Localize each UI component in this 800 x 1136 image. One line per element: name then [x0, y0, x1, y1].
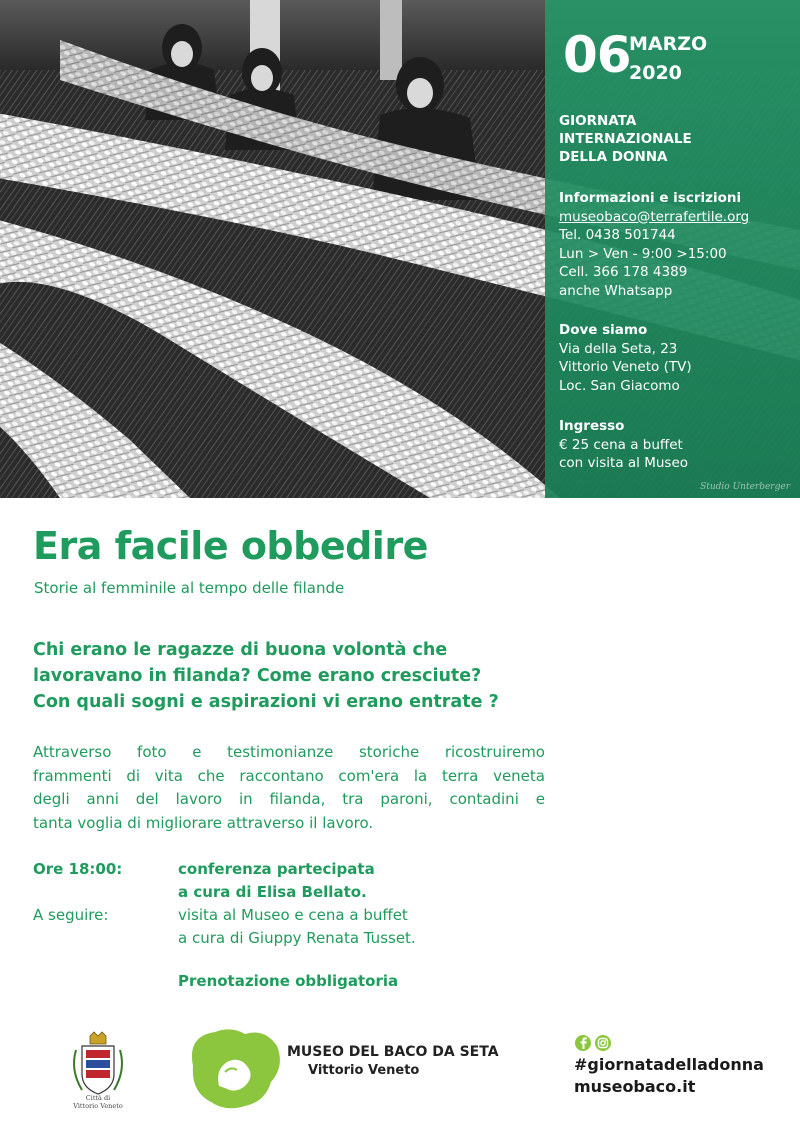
event-name-line: GIORNATA	[559, 113, 637, 129]
cell-phone: Cell. 366 178 4389	[559, 264, 688, 280]
whatsapp-note: anche Whatsapp	[559, 282, 673, 299]
entry-section	[559, 417, 795, 473]
entry-heading: Ingresso	[559, 418, 625, 434]
location-section	[559, 321, 795, 395]
event-name-line: INTERNAZIONALE	[559, 131, 692, 147]
description-line: tanta voglia di migliorare attraverso il lavoro.	[33, 813, 374, 832]
questions-block	[33, 637, 593, 715]
instagram-icon[interactable]	[595, 1035, 611, 1051]
facebook-icon[interactable]	[575, 1035, 591, 1051]
office-hours: Lun > Ven - 9:00 >15:00	[559, 245, 727, 262]
description-block	[33, 741, 545, 835]
city: Vittorio Veneto (TV)	[559, 359, 692, 375]
email-link[interactable]: museobaco@terrafertile.org	[559, 208, 750, 225]
question-line: Chi erano le ragazze di buona volontà che	[33, 640, 448, 660]
page-title: Era facile obbedire	[33, 524, 428, 568]
description-line: Attraverso foto e testimonianze storiche ricostruiremo	[33, 743, 545, 761]
event-name	[559, 112, 789, 166]
museum-city: Vittorio Veneto	[308, 1063, 420, 1078]
event-info-panel	[545, 0, 800, 498]
schedule-line: a cura di Elisa Bellato.	[178, 883, 367, 901]
event-month: MARZO	[629, 33, 708, 55]
phone: Tel. 0438 501744	[559, 227, 676, 243]
schedule-label: A seguire:	[33, 906, 109, 924]
street: Via della Seta, 23	[559, 340, 678, 357]
question-line: Con quali sogni e aspirazioni vi erano entrate ?	[33, 692, 499, 712]
info-heading: Informazioni e iscrizioni	[559, 190, 742, 206]
city-caption	[68, 1094, 128, 1110]
question-line: lavoravano in filanda? Come erano cresciute?	[33, 666, 482, 686]
photo-signature: Studio Unterberger	[700, 482, 790, 492]
booking-note: Prenotazione obbligatoria	[178, 972, 399, 990]
description-line: frammenti di vita che raccontano com'era la terra veneta	[33, 766, 545, 785]
event-name-line: DELLA DONNA	[559, 149, 668, 165]
event-year: 2020	[629, 62, 682, 84]
location-heading: Dove siamo	[559, 322, 648, 338]
schedule-line: visita al Museo e cena a buffet	[178, 906, 408, 924]
schedule-label: Ore 18:00:	[33, 860, 123, 878]
schedule-line: a cura di Giuppy Renata Tusset.	[178, 929, 416, 947]
city-caption-line: Città di	[85, 1094, 111, 1102]
hero-photo	[0, 0, 800, 498]
info-section	[559, 189, 795, 300]
mulberry-leaf-logo-icon	[185, 1026, 285, 1112]
city-caption-line: Vittorio Veneto	[73, 1102, 123, 1110]
website-link[interactable]: museobaco.it	[574, 1077, 696, 1096]
entry-price: € 25 cena a buffet	[559, 436, 683, 453]
social-icons	[574, 1033, 614, 1053]
museum-name: MUSEO DEL BACO DA SETA	[287, 1044, 499, 1060]
locality: Loc. San Giacomo	[559, 377, 680, 394]
hashtag: #giornatadelladonna	[574, 1055, 764, 1074]
subtitle: Storie al femminile al tempo delle filande	[34, 579, 345, 597]
entry-detail: con visita al Museo	[559, 455, 689, 471]
description-line: degli anni del lavoro in filanda, tra paroni, contadini e	[33, 790, 545, 808]
schedule-line: conferenza partecipata	[178, 860, 375, 878]
event-day: 06	[563, 26, 631, 84]
